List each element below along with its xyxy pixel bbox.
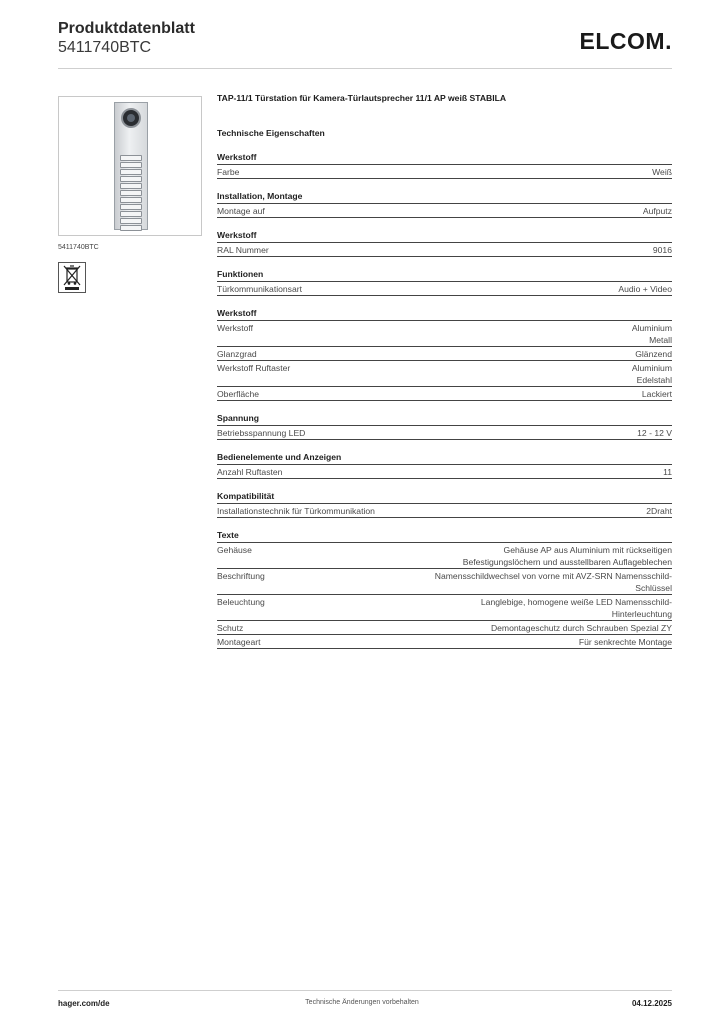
product-image (58, 96, 202, 236)
section-title: Werkstoff (217, 230, 672, 243)
elcom-logo: ELCOM. (579, 28, 672, 54)
section-gap (217, 296, 672, 308)
technical-properties-heading: Technische Eigenschaften (217, 128, 325, 138)
spec-row (217, 635, 672, 649)
section-gap (217, 518, 672, 530)
spec-value: 2Draht (646, 506, 672, 516)
section-gap (217, 257, 672, 269)
spec-row (217, 243, 672, 257)
spec-row (217, 387, 672, 401)
call-button-icon (120, 211, 142, 217)
spec-value: Gehäuse AP aus Aluminium mit rückseitigen Befestigungslöchern und ausstellbaren Auflageblechen (462, 545, 672, 567)
spec-row (217, 204, 672, 218)
section-title: Installation, Montage (217, 191, 672, 204)
call-button-icon (120, 183, 142, 189)
header-divider (58, 68, 672, 69)
section-gap (217, 479, 672, 491)
page-title: Produktdatenblatt (58, 20, 195, 37)
weee-bin-icon (58, 262, 86, 293)
spec-row (217, 621, 672, 635)
spec-row (217, 347, 672, 361)
spec-value: Glänzend (635, 349, 672, 359)
spec-row (217, 361, 672, 387)
footer-disclaimer: Technische Änderungen vorbehalten (305, 999, 419, 1006)
spec-label: Beschriftung (217, 571, 265, 581)
spec-value: Namensschildwechsel von vorne mit AVZ-SRN Namensschild- Schlüssel (434, 571, 672, 593)
footer-date: 04.12.2025 (631, 999, 672, 1008)
section-title: Spannung (217, 413, 672, 426)
spec-label: Beleuchtung (217, 597, 265, 607)
call-button-icon (120, 190, 142, 196)
spec-value: Demontageschutz durch Schrauben Spezial ZY (490, 623, 672, 633)
spec-value: Für senkrechte Montage (578, 637, 672, 647)
spec-value: Lackiert (641, 389, 672, 399)
call-button-icon (120, 197, 142, 203)
spec-row (217, 569, 672, 595)
spec-value: 12 - 12 V (637, 428, 672, 438)
spec-value: Langlebige, homogene weiße LED Namensschild- Hinterleuchtung (480, 597, 672, 619)
spec-value: Aluminium Edelstahl (631, 363, 672, 385)
spec-row (217, 465, 672, 479)
spec-label: RAL Nummer (217, 245, 269, 255)
spec-value: 11 (663, 467, 672, 477)
section-title: Funktionen (217, 269, 672, 282)
spec-row (217, 321, 672, 347)
spec-value: Audio + Video (618, 284, 672, 294)
spec-label: Montageart (217, 637, 261, 647)
image-caption: 5411740BTC (58, 244, 99, 251)
call-button-icon (120, 162, 142, 168)
spec-row (217, 504, 672, 518)
section-gap (217, 401, 672, 413)
camera-icon (121, 108, 141, 128)
spec-sections (217, 140, 672, 649)
section-title: Werkstoff (217, 308, 672, 321)
footer-website: hager.com/de (58, 999, 110, 1008)
spec-label: Türkommunikationsart (217, 284, 303, 294)
spec-label: Werkstoff (217, 323, 253, 333)
section-gap (217, 179, 672, 191)
section-gap (217, 140, 672, 152)
call-button-icon (120, 218, 142, 224)
call-button-icon (120, 176, 142, 182)
spec-value: 9016 (652, 245, 672, 255)
spec-value: Weiß (652, 167, 672, 177)
spec-label: Schutz (217, 623, 244, 633)
spec-label: Glanzgrad (217, 349, 257, 359)
door-station-panel (114, 102, 148, 230)
call-button-icon (120, 225, 142, 231)
article-number: 5411740BTC (58, 39, 152, 56)
spec-label: Werkstoff Ruftaster (217, 363, 291, 373)
spec-label: Anzahl Ruftasten (217, 467, 283, 477)
spec-label: Installationstechnik für Türkommunikation (217, 506, 375, 516)
section-gap (217, 440, 672, 452)
spec-label: Montage auf (217, 206, 265, 216)
call-button-icon (120, 204, 142, 210)
section-title: Werkstoff (217, 152, 672, 165)
spec-label: Gehäuse (217, 545, 252, 555)
section-title: Bedienelemente und Anzeigen (217, 452, 672, 465)
spec-row (217, 282, 672, 296)
footer-divider (58, 990, 672, 991)
spec-row (217, 426, 672, 440)
section-title: Texte (217, 530, 672, 543)
spec-row (217, 543, 672, 569)
spec-value: Aufputz (642, 206, 672, 216)
section-gap (217, 218, 672, 230)
call-button-icon (120, 155, 142, 161)
spec-row (217, 595, 672, 621)
section-title: Kompatibilität (217, 491, 672, 504)
spec-label: Oberfläche (217, 389, 260, 399)
spec-row (217, 165, 672, 179)
product-title: TAP-11/1 Türstation für Kamera-Türlautsprecher 11/1 AP weiß STABILA (217, 93, 507, 103)
spec-label: Betriebsspannung LED (217, 428, 306, 438)
spec-label: Farbe (217, 167, 240, 177)
spec-value: Aluminium Metall (631, 323, 672, 345)
main-content (217, 93, 672, 649)
call-button-icon (120, 169, 142, 175)
